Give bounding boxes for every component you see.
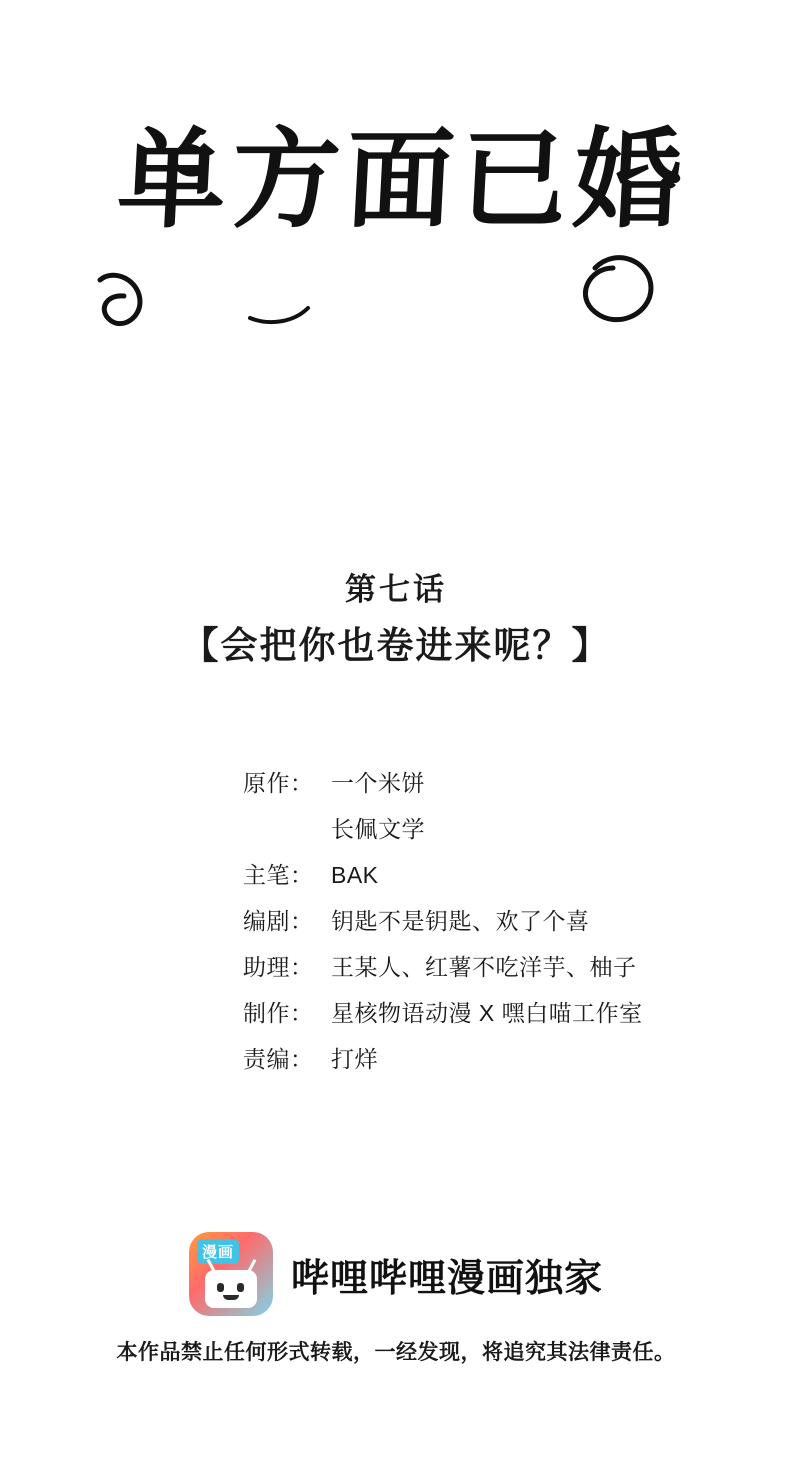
credit-row — [243, 906, 703, 937]
chapter-heading — [0, 570, 792, 670]
credit-value: 钥匙不是钥匙、欢了个喜 — [331, 908, 590, 935]
credit-row — [243, 1044, 703, 1075]
credit-value: 星核物语动漫 X 嘿白喵工作室 — [331, 1000, 643, 1027]
credit-label: 责编： — [243, 1046, 314, 1073]
credit-value: 王某人、红薯不吃洋芋、柚子 — [331, 954, 637, 981]
credits-list — [243, 768, 703, 1090]
credit-row — [243, 814, 703, 845]
brand-logo-label: 漫画 — [197, 1239, 239, 1264]
copyright-notice: 本作品禁止任何形式转载，一经发现，将追究其法律责任。 — [116, 1341, 676, 1364]
eye-left-icon — [217, 1283, 224, 1292]
bilibili-comics-logo-icon — [189, 1232, 273, 1316]
credit-value: 一个米饼 — [331, 770, 425, 796]
brand-row — [0, 1232, 792, 1316]
credit-label: 编剧： — [243, 908, 314, 935]
brand-text: 哔哩哔哩漫画独家 — [290, 1257, 603, 1300]
credit-value: 打烊 — [331, 1046, 378, 1073]
chapter-title: 【会把你也卷进来呢？】 — [181, 623, 611, 667]
chapter-number: 第七话 — [345, 572, 447, 608]
credit-label: 原作： — [243, 770, 314, 796]
credit-row — [243, 768, 703, 799]
credit-value: BAK — [331, 862, 379, 889]
mouth-icon — [223, 1295, 239, 1300]
title-logo-text: 单方面已婚 — [114, 117, 692, 243]
title-logo — [0, 118, 792, 338]
credit-value: 长佩文学 — [331, 816, 425, 843]
tv-body-icon — [205, 1270, 257, 1308]
credit-label: 制作： — [243, 1000, 314, 1027]
credit-label: 主笔： — [243, 862, 314, 889]
credit-row — [243, 952, 703, 983]
credit-row — [243, 998, 703, 1029]
credit-label: 助理： — [243, 954, 314, 981]
eye-right-icon — [237, 1283, 244, 1292]
credit-row — [243, 860, 703, 891]
